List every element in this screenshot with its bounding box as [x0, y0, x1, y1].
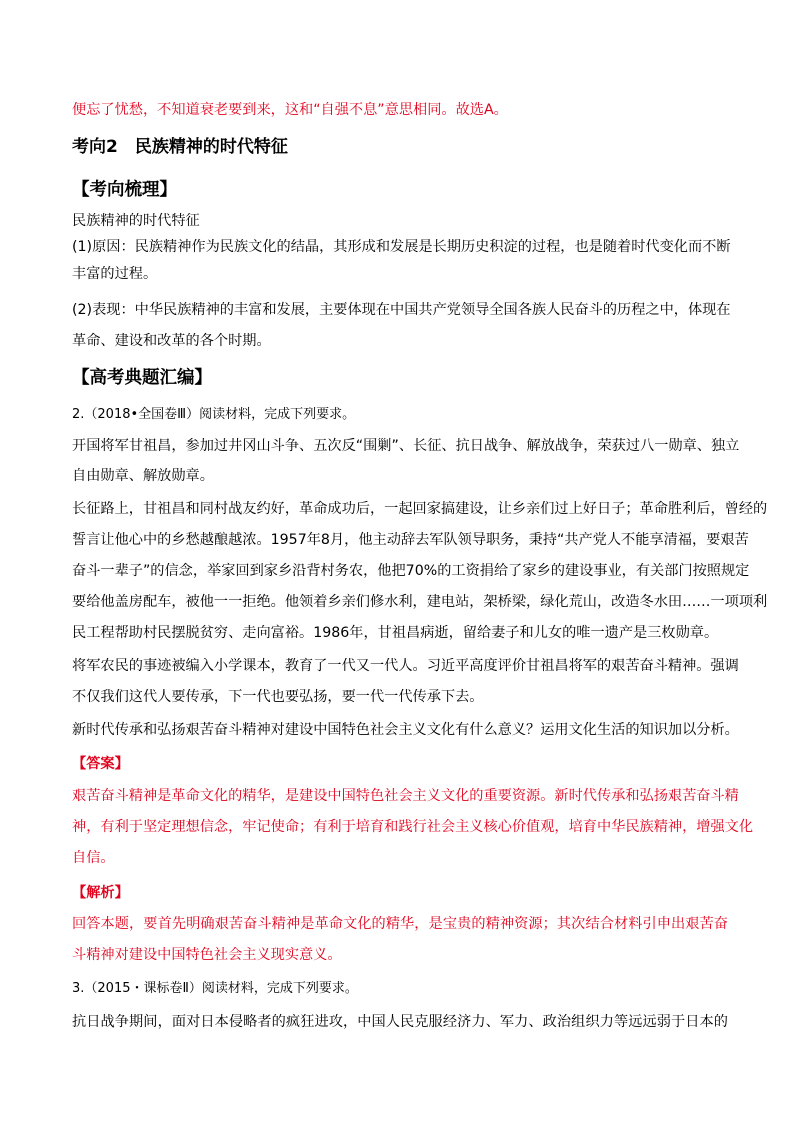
paragraph-line: 要给他盖房配车，被他一一拒绝。他领着乡亲们修水利，建电站，架桥梁，绿化荒山，改造冬水田……一项项利	[72, 594, 768, 610]
paragraph-line: 抗日战争期间，面对日本侵略者的疯狂进攻，中国人民克服经济力、军力、政治组织力等远远弱于日本的	[72, 1014, 728, 1030]
analysis-line: 斗精神对建设中国特色社会主义现实意义。	[72, 947, 342, 963]
answer-continuation: 便忘了忧愁，不知道衰老要到来，这和“自强不息”意思相同。故选A。	[72, 102, 508, 118]
paragraph-line: (1)原因：民族精神作为民族文化的结晶，其形成和发展是长期历史积淀的过程，也是随着时代变化而不断	[72, 239, 731, 255]
paragraph-line: 长征路上，甘祖昌和同村战友约好，革命成功后，一起回家搞建设，让乡亲们过上好日子；革命胜利后，曾经的	[72, 501, 768, 517]
paragraph-line: 奋斗一辈子”的信念，举家回到家乡沿背村务农，他把70%的工资捐给了家乡的建设事业，有关部门按照规定	[72, 563, 750, 579]
paragraph-line: 将军农民的事迹被编入小学课本，教育了一代又一代人。习近平高度评价甘祖昌将军的艰苦奋斗精神。强调	[72, 658, 739, 674]
answer-label: 【答案】	[72, 756, 129, 772]
paragraph-line: 自由勋章、解放勋章。	[72, 468, 214, 484]
answer-line: 神，有利于坚定理想信念，牢记使命；有利于培育和践行社会主义核心价值观，培育中华民族精神，增强文化	[72, 819, 754, 835]
paragraph-line: 革命、建设和改革的各个时期。	[72, 333, 271, 349]
analysis-line: 回答本题，要首先明确艰苦奋斗精神是革命文化的精华，是宝贵的精神资源；其次结合材料引申出艰苦奋	[72, 916, 728, 932]
answer-line: 艰苦奋斗精神是革命文化的精华，是建设中国特色社会主义文化的重要资源。新时代传承和弘扬艰苦奋斗精	[72, 788, 739, 804]
answer-line: 自信。	[72, 850, 115, 866]
subsection-heading: 【考向梳理】	[72, 180, 177, 200]
question-header: 2.（2018•全国卷Ⅲ）阅读材料，完成下列要求。	[72, 407, 356, 422]
subsection-heading: 【高考典题汇编】	[72, 368, 212, 388]
paragraph-line: 丰富的过程。	[72, 266, 158, 282]
section-heading: 考向2 民族精神的时代特征	[72, 137, 288, 157]
paragraph-line: 开国将军甘祖昌，参加过井冈山斗争、五次反“围剿”、长征、抗日战争、解放战争，荣获过八一勋章、独立	[72, 438, 740, 454]
paragraph-line: 民工程帮助村民摆脱贫穷、走向富裕。1986年，甘祖昌病逝，留给妻子和儿女的唯一遗产是三枚勋章。	[72, 625, 719, 641]
question-prompt: 新时代传承和弘扬艰苦奋斗精神对建设中国特色社会主义文化有什么意义？运用文化生活的知识加以分析。	[72, 722, 739, 738]
paragraph-line: (2)表现：中华民族精神的丰富和发展，主要体现在中国共产党领导全国各族人民奋斗的历程之中，体现在	[72, 302, 731, 318]
paragraph-line: 不仅我们这代人要传承，下一代也要弘扬，要一代一代传承下去。	[72, 689, 484, 705]
paragraph-line: 誓言让他心中的乡愁越酿越浓。1957年8月，他主动辞去军队领导职务，秉持“共产党人不能享清福，要艰苦	[72, 532, 749, 548]
topic-title: 民族精神的时代特征	[72, 213, 200, 229]
question-header: 3.（2015・课标卷Ⅱ）阅读材料，完成下列要求。	[72, 981, 358, 996]
analysis-label: 【解析】	[72, 885, 129, 901]
